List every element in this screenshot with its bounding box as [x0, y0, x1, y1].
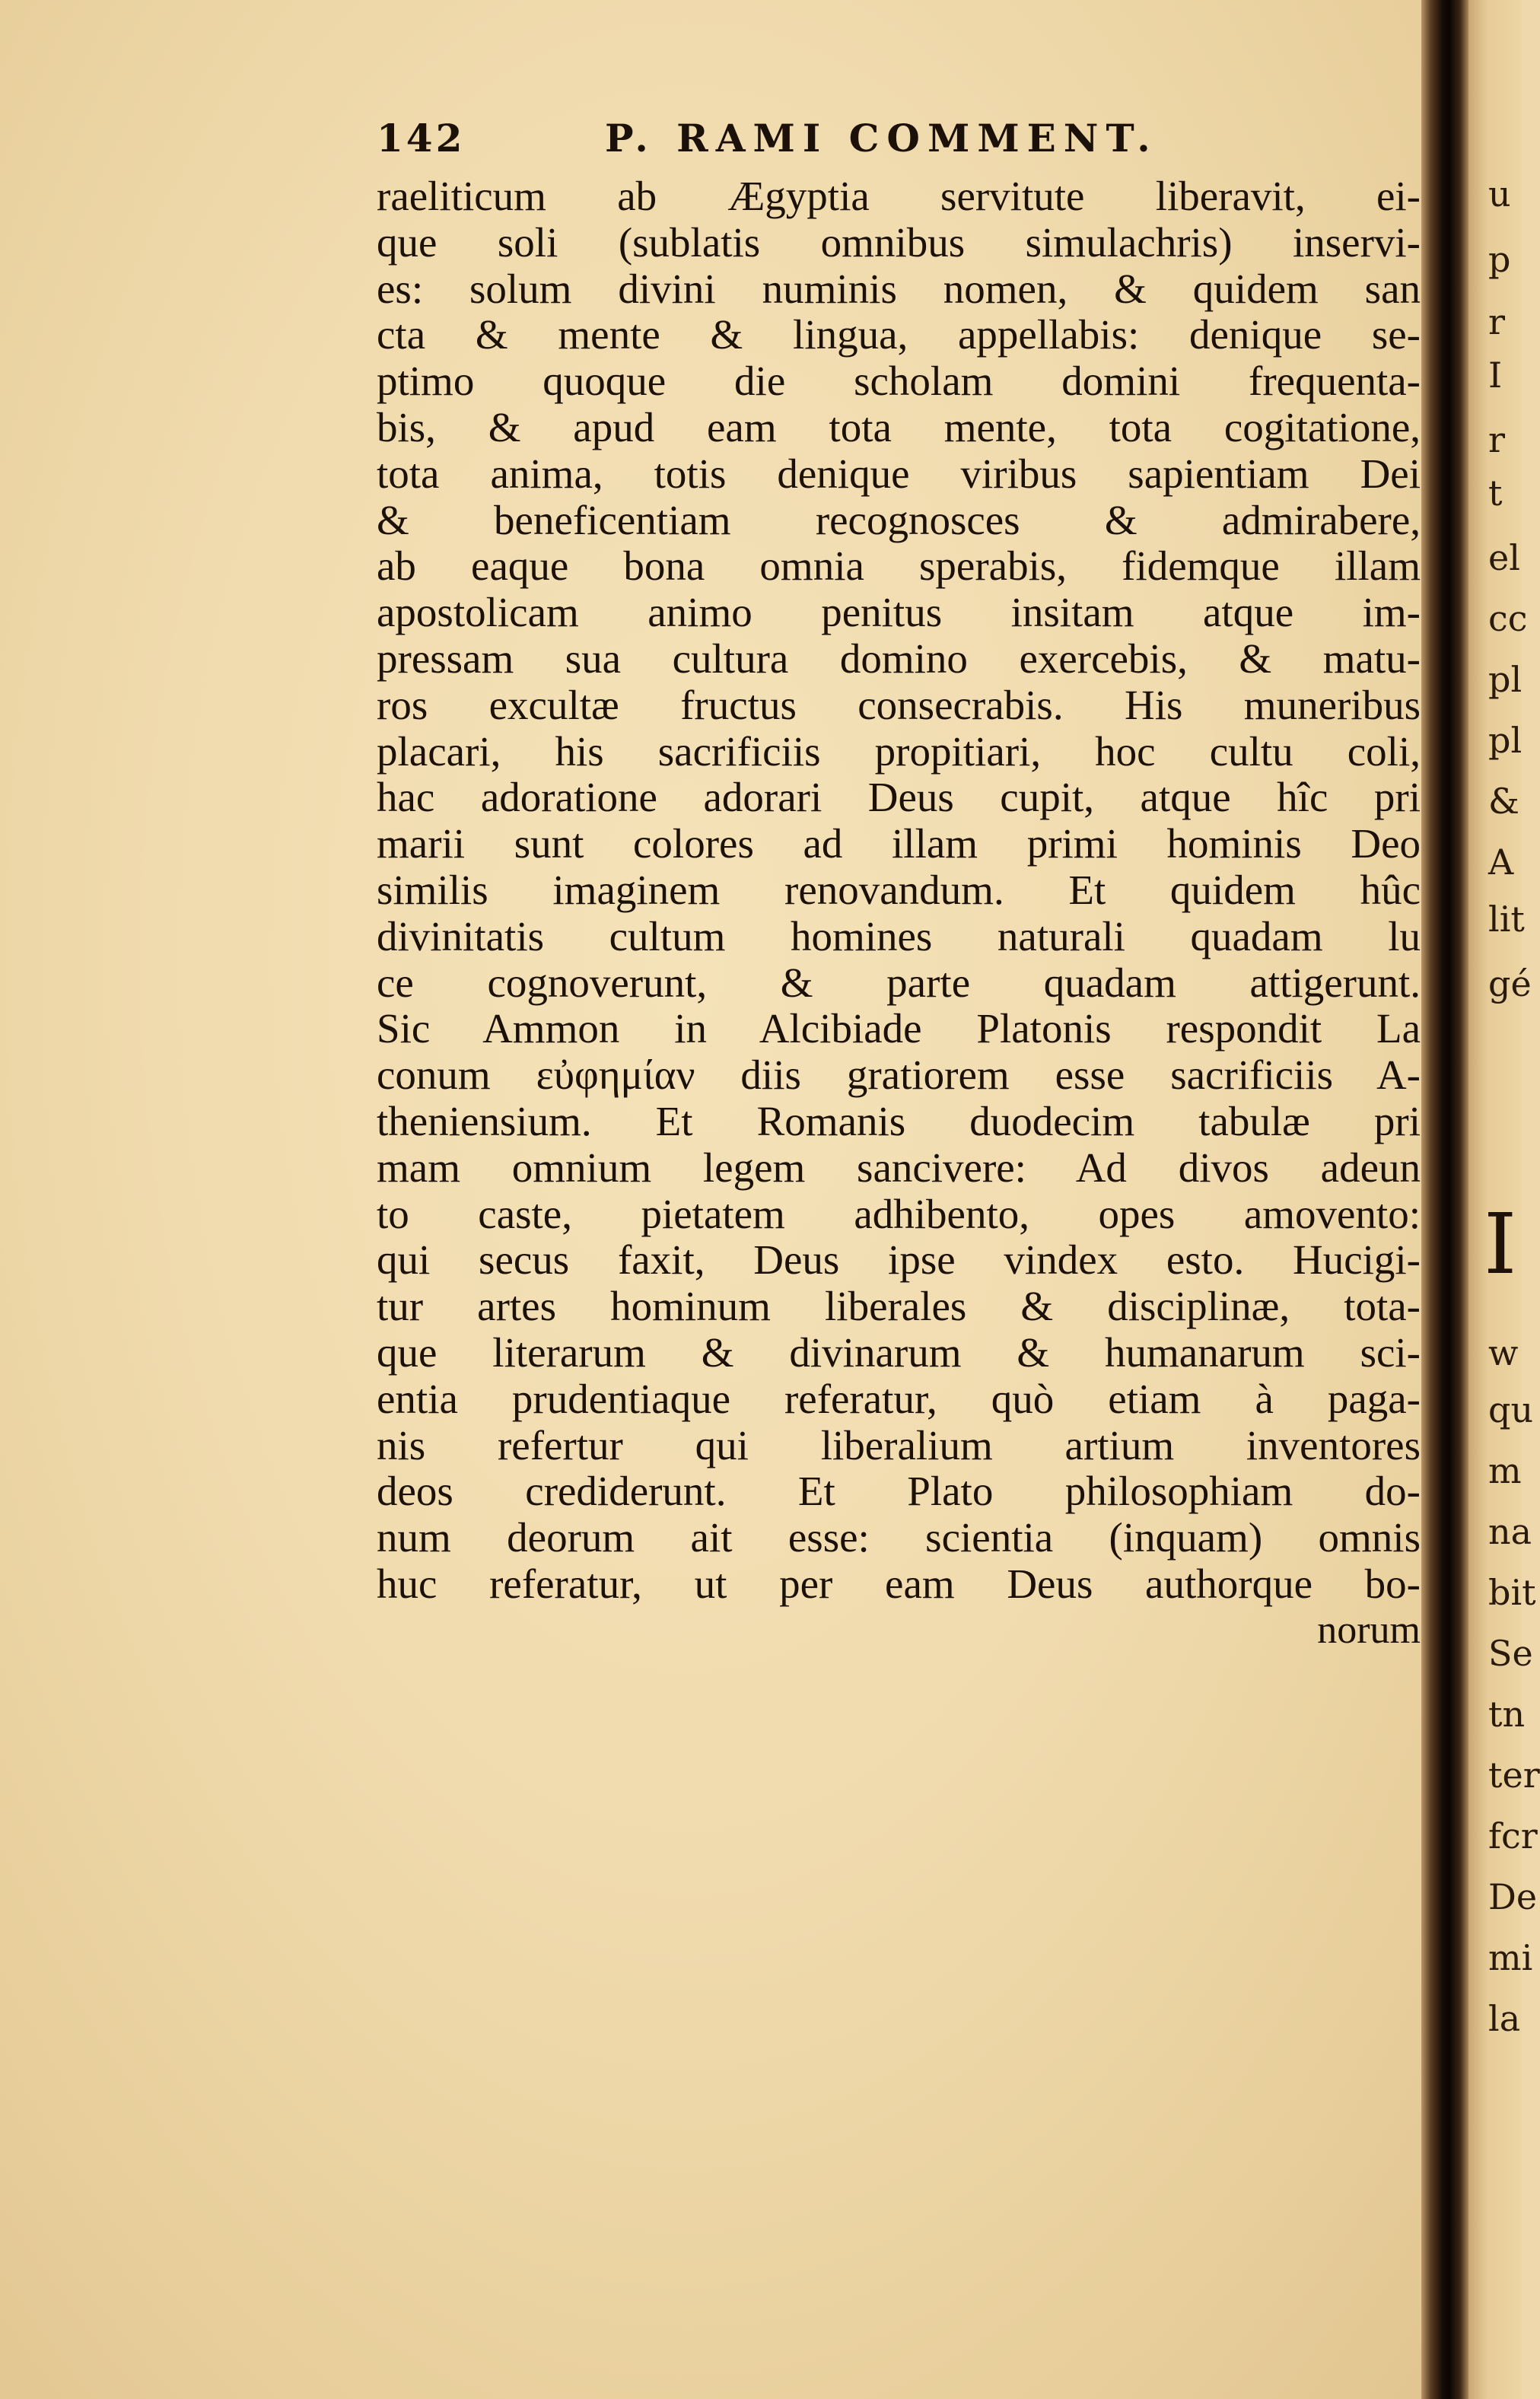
text-line: pressam sua cultura domino exercebis, & matu- — [377, 635, 1421, 682]
text-line: placari, his sacrificiis propitiari, hoc cultu coli, — [377, 727, 1421, 775]
text-line: conum εὐφημίαν diis gratiorem esse sacrificiis A- — [377, 1052, 1421, 1099]
facing-fragment: u — [1488, 173, 1511, 215]
text-line: huc referatur, ut per eam Deus authorque bo- — [377, 1560, 1421, 1607]
facing-fragment: fcr — [1488, 1815, 1538, 1857]
text-line: to caste, pietatem adhibento, opes amovento: — [377, 1190, 1421, 1237]
facing-fragment: mi — [1488, 1937, 1533, 1978]
facing-drop-initial: I — [1484, 1195, 1517, 1293]
text-line: tur artes hominum liberales & disciplinæ, tota- — [377, 1283, 1421, 1330]
facing-fragment: lit — [1488, 899, 1525, 940]
facing-page-edge — [1468, 0, 1540, 2399]
text-line: ros excultæ fructus consecrabis. His muneribus — [377, 681, 1421, 728]
facing-fragment: pl — [1488, 659, 1522, 700]
book-gutter — [1421, 0, 1468, 2399]
facing-fragment: bit — [1488, 1572, 1536, 1613]
text-line: deos crediderunt. Et Plato philosophiam do- — [377, 1468, 1421, 1515]
catchword: norum — [1317, 1608, 1421, 1652]
facing-fragment: tn — [1488, 1694, 1526, 1735]
facing-fragment: De — [1488, 1876, 1538, 1917]
text-line: Sic Ammon in Alcibiade Platonis respondit La — [377, 1005, 1421, 1052]
facing-fragment: r — [1488, 301, 1505, 342]
facing-fragment: la — [1488, 1998, 1521, 2039]
facing-fragment: el — [1488, 537, 1520, 578]
facing-fragment: & — [1488, 781, 1519, 822]
facing-fragment: qu — [1488, 1389, 1534, 1430]
facing-fragment: r — [1488, 419, 1505, 460]
facing-fragment: m — [1488, 1450, 1522, 1491]
facing-fragment: A — [1488, 842, 1514, 883]
text-line: apostolicam animo penitus insitam atque im- — [377, 589, 1421, 636]
text-line: num deorum ait esse: scientia (inquam) omnis — [377, 1514, 1421, 1561]
text-line: entia prudentiaque referatur, quò etiam à paga- — [377, 1375, 1421, 1422]
text-line: ab eaque bona omnia sperabis, fidemque illam — [377, 542, 1421, 590]
page-number: 142 — [377, 116, 466, 161]
text-line: nis refertur qui liberalium artium inventores — [377, 1421, 1421, 1468]
text-line: marii sunt colores ad illam primi hominis Deo — [377, 820, 1421, 867]
text-line: ptimo quoque die scholam domini frequenta- — [377, 358, 1421, 405]
printed-page — [377, 116, 1423, 1654]
facing-fragment: gé — [1488, 963, 1532, 1004]
facing-fragment: w — [1488, 1332, 1519, 1373]
text-line: que soli (sublatis omnibus simulachris) inservi- — [377, 218, 1421, 266]
facing-fragment: Se — [1488, 1633, 1533, 1674]
text-line: similis imaginem renovandum. Et quidem hûc — [377, 866, 1421, 913]
running-head-title: P. RAMI COMMENT. — [605, 116, 1158, 161]
facing-fragment: p — [1488, 239, 1511, 280]
text-line: qui secus faxit, Deus ipse vindex esto. Hucigi- — [377, 1236, 1421, 1284]
text-line: tota anima, totis denique viribus sapientiam Dei — [377, 450, 1421, 497]
text-line: que literarum & divinarum & humanarum sci- — [377, 1328, 1421, 1376]
facing-fragment: na — [1488, 1511, 1532, 1552]
text-line: cta & mente & lingua, appellabis: denique se- — [377, 311, 1421, 358]
facing-fragment: I — [1488, 355, 1503, 396]
text-line: & beneficentiam recognosces & admirabere, — [377, 496, 1421, 543]
text-line: divinitatis cultum homines naturali quadam lu — [377, 912, 1421, 959]
text-line: theniensium. Et Romanis duodecim tabulæ pri — [377, 1097, 1421, 1144]
text-line: bis, & apud eam tota mente, tota cogitatione, — [377, 403, 1421, 450]
text-line: hac adoratione adorari Deus cupit, atque hîc pri — [377, 774, 1421, 821]
text-line: es: solum divini numinis nomen, & quidem san — [377, 265, 1421, 312]
text-line: ce cognoverunt, & parte quadam attigerunt. — [377, 959, 1421, 1006]
text-line: mam omnium legem sancivere: Ad divos adeun — [377, 1144, 1421, 1191]
facing-fragment: ter — [1488, 1755, 1540, 1796]
facing-fragment: cc — [1488, 598, 1528, 639]
text-line: raeliticum ab Ægyptia servitute liberavit, ei- — [377, 173, 1421, 219]
body-text — [377, 173, 1423, 1654]
running-head — [377, 116, 1423, 161]
facing-fragment: pl — [1488, 720, 1522, 761]
facing-fragment: t — [1488, 472, 1503, 514]
